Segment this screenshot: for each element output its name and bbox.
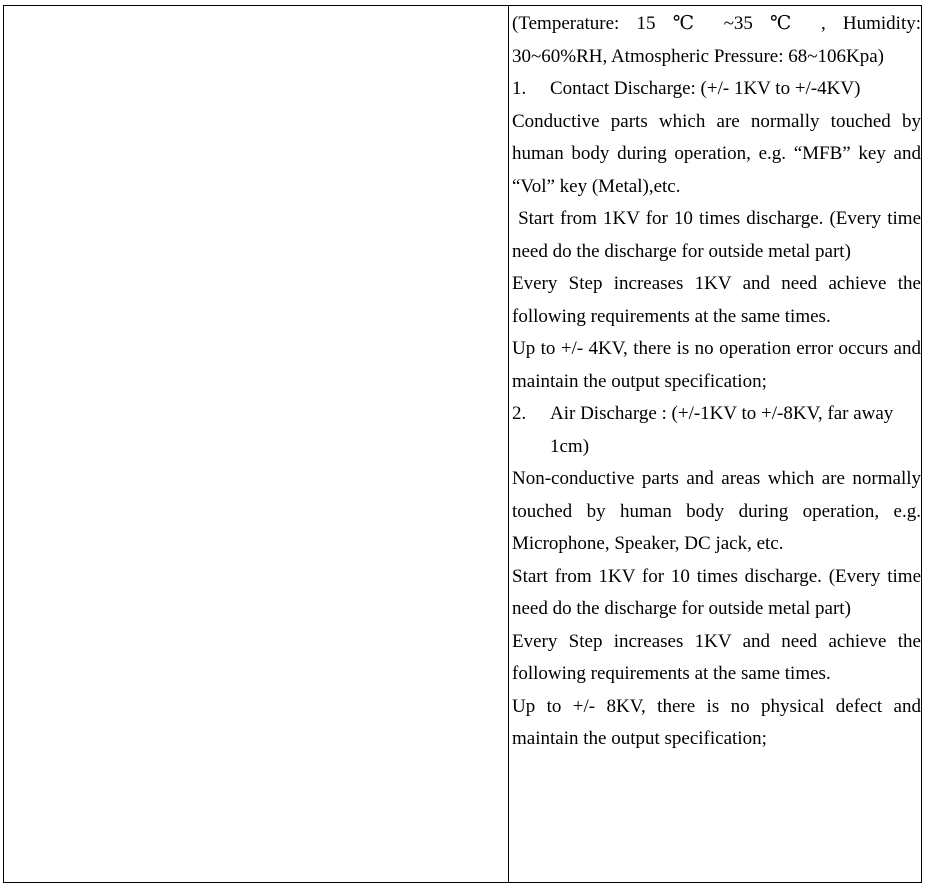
air-step-instruction: Every Step increases 1KV and need achieve the following requirements at the same times. — [512, 630, 921, 684]
list-item-contact-discharge — [512, 73, 921, 106]
air-discharge-title: Air Discharge : (+/-1KV to +/-8KV, far away 1cm) — [550, 403, 894, 457]
contact-result-requirement: Up to +/- 4KV, there is no operation error occurs and maintain the output specification; — [512, 338, 921, 392]
air-result-requirement: Up to +/- 8KV, there is no physical defect and maintain the output specification; — [512, 695, 921, 749]
list-item-air-discharge — [512, 398, 921, 463]
contact-step-instruction: Every Step increases 1KV and need achieve the following requirements at the same times. — [512, 273, 921, 327]
environment-conditions: (Temperature: 15 ℃ ~35 ℃ , Humidity: 30~60%RH, Atmospheric Pressure: 68~106Kpa) — [512, 13, 921, 67]
contact-discharge-title: Contact Discharge: (+/- 1KV to +/-4KV) — [550, 78, 861, 99]
left-cell-empty — [4, 6, 509, 882]
list-number: 1. — [512, 78, 527, 99]
air-start-instruction: Start from 1KV for 10 times discharge. (Every time need do the discharge for outside metal part) — [512, 565, 921, 619]
air-parts-description: Non-conductive parts and areas which are normally touched by human body during operation, e.g. Microphone, Speaker, DC jack, etc. — [512, 468, 921, 554]
test-spec-table — [3, 5, 926, 883]
contact-parts-description: Conductive parts which are normally touched by human body during operation, e.g. “MFB” key and “Vol” key (Metal),etc. — [512, 110, 921, 197]
list-number: 2. — [512, 403, 527, 424]
contact-start-instruction: Start from 1KV for 10 times discharge. (Every time need do the discharge for outside metal part) — [512, 208, 926, 262]
right-cell-esd-spec — [509, 6, 926, 882]
